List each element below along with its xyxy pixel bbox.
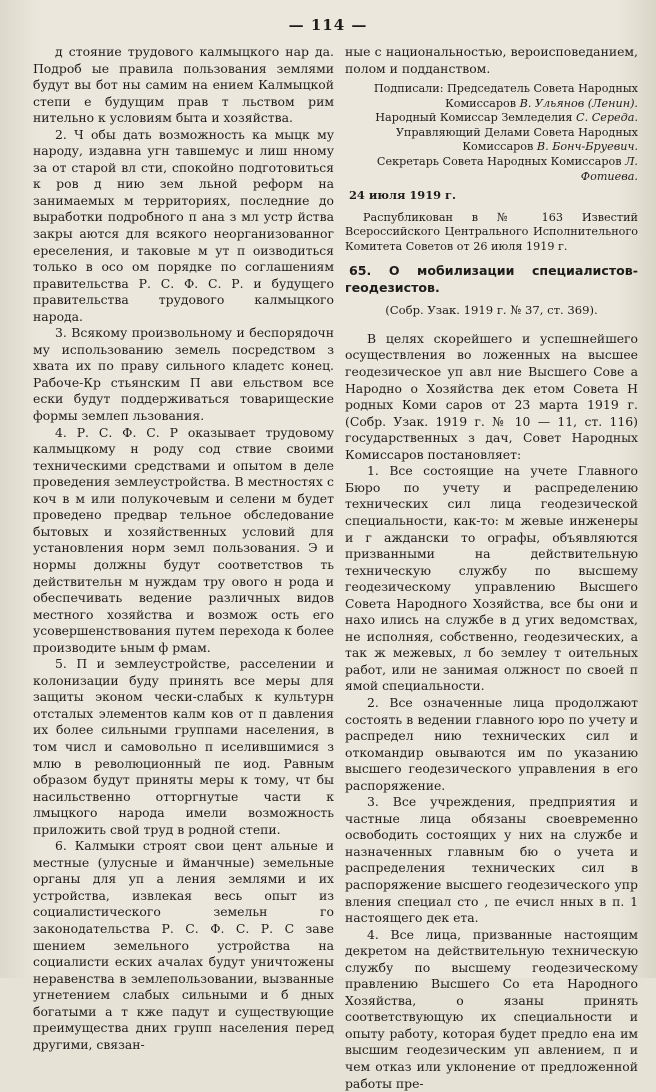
left-paragraph: 6. Калмыки строят свои цент альные и местные (улусные и йманчные) земельные органы для уп а ления землями и их устройства, извлекая весь опыт из социалистического земельн го законодательства Р. С. Ф. С. Р. С заве шением земельного устройства на социалисти еских ачалах будут уничтожены неравенства в землепользовании, вызванные угнетением слабых сильными и б дных богатыми а т кже падут и существующие преимущества дних групп населения перед другими, связан- xyxy=(33,838,334,1052)
signature-title: Подписали: Председатель Совета Народных Комиссаров xyxy=(373,82,638,110)
right-paragraph: 2. Все означенные лица продолжают состоять в ведении главного юро по учету и распредел нию технических сил и откомандир овываются им по указанию высшего геодезического управления в его распоряжение. xyxy=(345,694,638,793)
signature-title: Секретарь Совета Народных Комиссаров xyxy=(376,155,622,169)
right-paragraph: 4. Все лица, призванные настоящим декретом на действительную техническую службу по высшему геодезическому правлению Высшего Со ета Народного Хозяйства, о язаны принять соответствующую их специальности и опыту работу, которая будет предло ена им высшим геодезическим уп авлением, п и чем отказ или уклонение от предложенной работы пре- xyxy=(345,926,638,1091)
left-paragraph: 4. Р. С. Ф. С. Р оказывает трудовому калмыцкому н роду сод ствие своими техническими средствами и опытом в деле проведения землеустройства. В местностях с коч в м или полукочевым и селени м будет проведено предвар тельное обследование бытовых и хозяйственных условий для установления норм земл пользования. Э и нормы должны будут соответствов ть действительн м нуждам тру ового н рода и обеспечивать ведение различных видов местного хозяйства и возмож ость его усовершенствования путем перехода к более производите ьным ф рмам. xyxy=(33,424,334,655)
right-paragraph: 1. Все состоящие на учете Главного Бюро по учету и распределению технических сил лица геодезической специальности, как-то: м жевые инженеры и г аждански то ографы, объявляются призванными на действительную техническую службу по высшему геодезическому управлению Высшего Совета Народного Хозяйства, все бы они и нахо ились на службе в д угих ведомствах, не исполняя, собственно, геодезических, а так ж межевых, л бо землеу т оительных работ, или не занимая олжност по своей п ямой специальности. xyxy=(345,463,638,694)
decree-source: (Собр. Узак. 1919 г. № 37, ст. 369). xyxy=(385,303,598,318)
signature-name: В. Ульянов (Ленин). xyxy=(519,96,638,110)
right-intro: ные с национальностью, вероисповеданием, полом и подданством. xyxy=(345,44,638,76)
signature-name: В. Бонч-Бруевич. xyxy=(536,140,638,154)
page-number: — 114 — xyxy=(288,16,368,34)
right-paragraph: 3. Все учреждения, предприятия и частные лица обязаны своевременно освободить состоящих у них на службе и назначенных главным бю о учета и распределения технических сил в распоряжение высшего геодезического упр вления специал сто , пе ечисл нных в п. 1 настоящего дек ета. xyxy=(345,794,638,926)
right-paragraph: В целях скорейшего и успешнейшего осуществления во ложенных на высшее геодезическое уп авл ние Высшего Сове а Народно о Хозяйства дек етом Совета Н родных Коми саров от 23 марта 1919 г. (Собр. Узак. 1919 г. № 10 — 11, ст. 116) государственных з дач, Совет Народных Комиссаров постановляет: xyxy=(345,330,638,462)
right-column xyxy=(345,44,638,1092)
left-paragraph: д стояние трудового калмыцкого нар да. Подроб ые правила пользования землями будут вы бот ны самим на ением Калмыцкой степи е будущим прав т льством рим нительно к условиям быта и хозяйства. xyxy=(33,44,334,126)
signature-line xyxy=(345,155,638,184)
signature-name: Л. Фотиева. xyxy=(580,155,638,183)
signature-name: С. Середа. xyxy=(576,111,638,125)
signature-line xyxy=(345,126,638,155)
signature-line xyxy=(345,111,638,126)
decree-title: 65. О мобилизации специалистов-геодезистов. xyxy=(345,263,638,295)
left-paragraph: 2. Ч обы дать возможность ка мыцк му народу, издавна угн тавшемус и лиш нному за от старой вл сти, спокойно подготовиться к ров д нию зем льной реформ на занимаемых м территориях, последние до выработки подробного п ана з мл устр йства закры аются для всякого неорганизованног ереселения, и таковые м ут п оизводиться только в осо ом порядке по соглашениям правительства Р. С. Ф. С. Р. и будущего правительства трудового калмыцкого народа. xyxy=(33,126,334,324)
left-column xyxy=(33,44,334,1053)
signature-title: Народный Комиссар Земледелия xyxy=(375,111,573,125)
signatures-block xyxy=(345,82,638,184)
signature-title: Управляющий Делами Совета Народных Комиссаров xyxy=(395,125,638,154)
decree-date: 24 июля 1919 г. xyxy=(349,188,456,203)
signature-line xyxy=(345,82,638,111)
left-paragraph: 3. Всякому произвольному и беспорядочн му использованию земель посредством з хвата их по праву сильного кладетс конец. Рабоче-Кр стьянским П ави ельством все ески будут поддерживаться товарищеские формы землеп льзования. xyxy=(33,325,334,424)
left-paragraph: 5. П и землеустройстве, расселении и колонизации буду принять все меры для защиты эконом чески-слабых к культурн отсталых элементов калм ков от п давления их более сильными группами населения, в том числ и самовольно п иселившимися з млю в революционный пе иод. Равным образом будут приняты меры к тому, чт бы насильственно отторгнутые части к лмыцкого народа имели возможность приложить свой труд в родной степи. xyxy=(33,656,334,837)
publication-note: Распубликован в № 163 Известий Всероссийского Центрального Исполнительного Комитета Советов от 26 июля 1919 г. xyxy=(345,210,638,253)
